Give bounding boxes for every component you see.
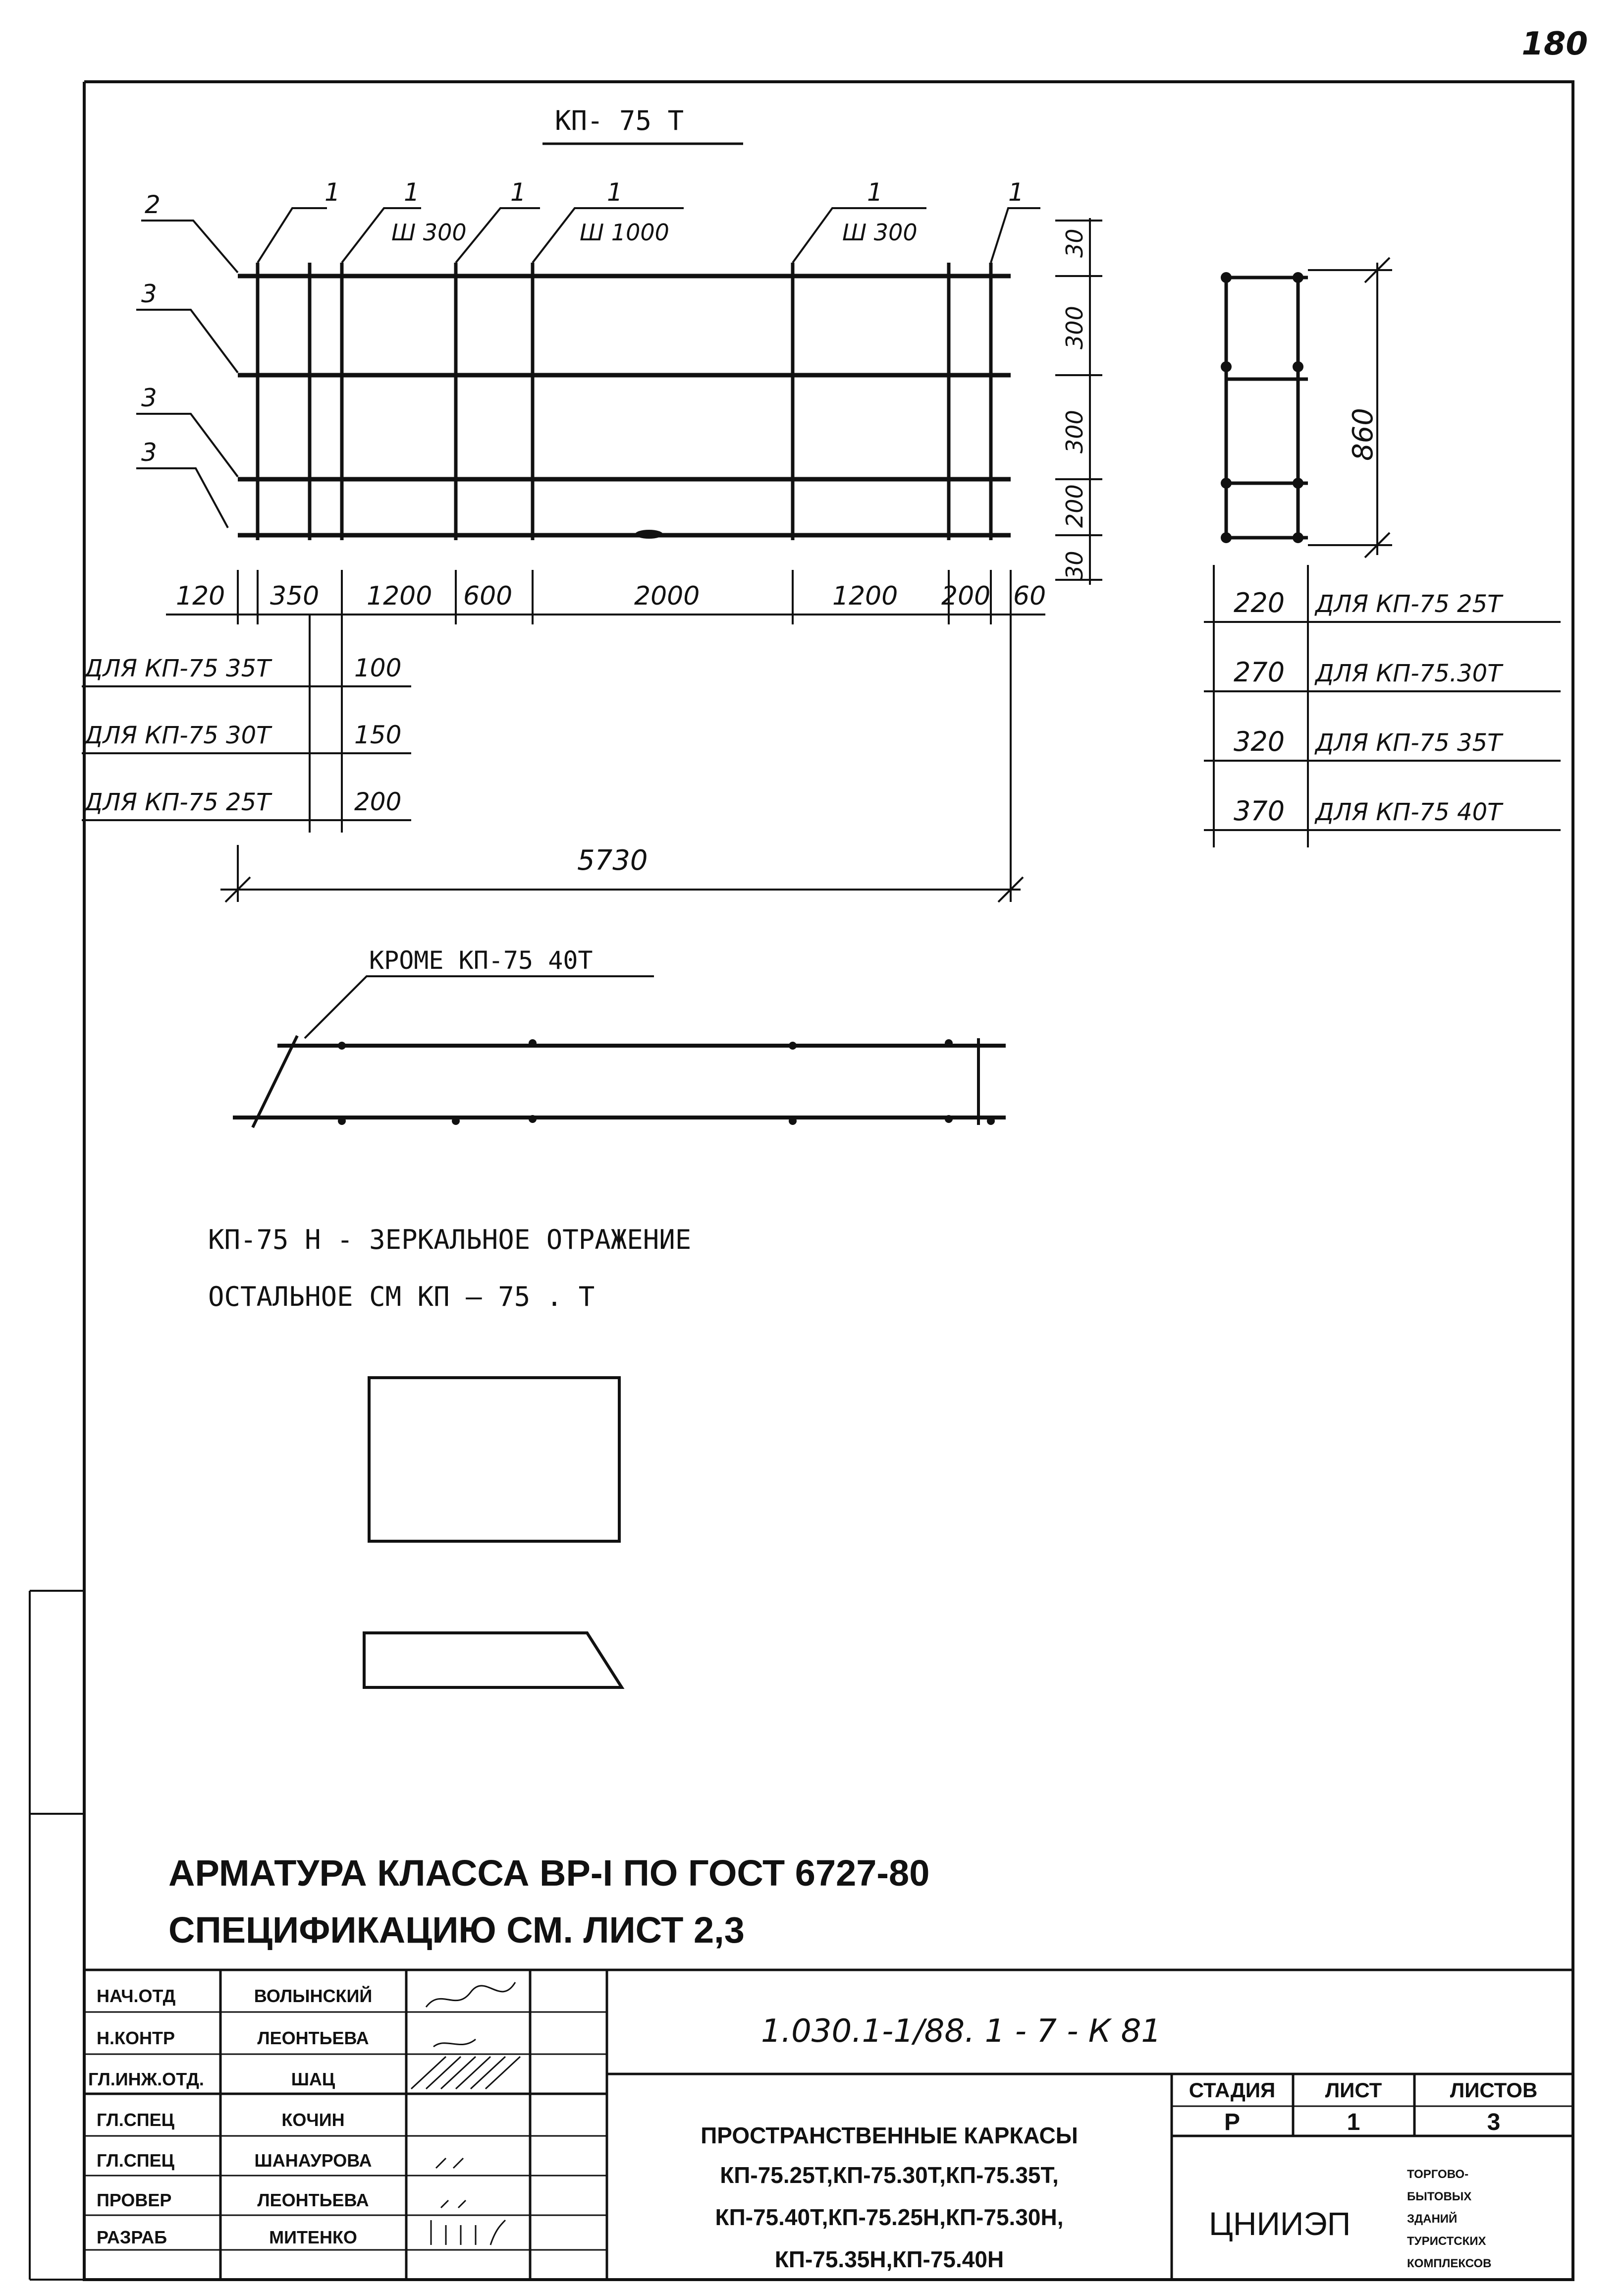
variant-value-3: 200 <box>354 787 402 816</box>
org-sub-3: ЗДАНИЙ <box>1407 2212 1458 2226</box>
main-note-1: АРМАТУРА КЛАССА ВР-I ПО ГОСТ 6727-80 <box>168 1852 930 1894</box>
note-line-1: КП-75 Н - ЗЕРКАЛЬНОЕ ОТРАЖЕНИЕ <box>208 1224 692 1255</box>
label-pitch-2: Ш 1000 <box>580 219 669 246</box>
section-label-4: ДЛЯ КП-75 40Т <box>1315 798 1502 826</box>
name-3: ШАЦ <box>291 2069 335 2089</box>
sheet-value: 1 <box>1347 2109 1360 2135</box>
vdim-1: 30 <box>1061 228 1088 258</box>
name-7: МИТЕНКО <box>269 2227 357 2247</box>
org-sub-5: КОМПЛЕКСОВ <box>1407 2257 1492 2270</box>
title-block <box>84 1970 1573 2280</box>
name-5: ШАНАУРОВА <box>254 2150 372 2171</box>
vertical-dims <box>1061 228 1088 580</box>
transverse-bars <box>258 263 991 540</box>
label-bar-3b: 3 <box>141 384 157 412</box>
role-4: ГЛ.СПЕЦ <box>97 2110 174 2130</box>
legend-symbols <box>364 1378 622 1687</box>
label-bar-3c: 3 <box>141 438 157 467</box>
role-1: НАЧ.ОТД <box>97 1986 176 2006</box>
variant-label-3: ДЛЯ КП-75 25Т <box>84 788 271 816</box>
main-note-2: СПЕЦИФИКАЦИЮ СМ. ЛИСТ 2,3 <box>168 1909 745 1951</box>
section-value-1: 220 <box>1234 587 1285 618</box>
section-label-1: ДЛЯ КП-75 25Т <box>1315 590 1502 618</box>
section-label-3: ДЛЯ КП-75 35Т <box>1315 729 1502 757</box>
frame-variants <box>83 654 401 816</box>
org-name: ЦНИИЭП <box>1209 2205 1351 2242</box>
role-2: Н.КОНТР <box>97 2028 175 2048</box>
label-bar-1f: 1 <box>1008 178 1024 207</box>
vdim-2: 300 <box>1061 306 1088 349</box>
section-value-2: 270 <box>1234 657 1285 688</box>
label-bar-3a: 3 <box>141 280 157 308</box>
longitudinal-bars <box>238 276 1011 535</box>
hdim-4: 600 <box>463 581 513 611</box>
title-line-3: КП-75.40Т,КП-75.25Н,КП-75.30Н, <box>715 2204 1064 2230</box>
hdim-7: 200 <box>941 581 991 611</box>
main-notes <box>168 1852 929 1951</box>
variant-label-2: ДЛЯ КП-75 30Т <box>84 722 271 749</box>
hdim-6: 1200 <box>832 581 898 611</box>
doc-code: 1.030.1-1/88. 1 - 7 - К 81 <box>761 2013 1161 2050</box>
vdim-3: 300 <box>1061 410 1088 453</box>
label-bar-2: 2 <box>145 190 161 219</box>
vdim-5: 30 <box>1061 551 1088 580</box>
name-4: КОЧИН <box>281 2110 345 2130</box>
vdim-4: 200 <box>1061 484 1088 528</box>
section-label-2: ДЛЯ КП-75.30Т <box>1315 660 1502 687</box>
title-line-1: ПРОСТРАНСТВЕННЫЕ КАРКАСЫ <box>701 2123 1078 2148</box>
hdim-8: 60 <box>1013 581 1046 611</box>
org-sub-4: ТУРИСТСКИХ <box>1407 2235 1486 2248</box>
note-line-2: ОСТАЛЬНОЕ СМ КП – 75 . Т <box>208 1281 595 1312</box>
people-rows <box>88 1985 372 2247</box>
vertical-dimension-chain <box>1055 218 1102 585</box>
role-6: ПРОВЕР <box>97 2190 172 2210</box>
page-number: 180 <box>1521 26 1588 62</box>
role-7: РАЗРАБ <box>97 2227 167 2247</box>
frame-title: КП- 75 Т <box>555 105 684 136</box>
role-5: ГЛ.СПЕЦ <box>97 2150 174 2171</box>
drawing-title <box>701 2123 1078 2272</box>
name-6: ЛЕОНТЬЕВА <box>257 2190 369 2210</box>
signatures <box>411 1982 520 2245</box>
hdim-5: 2000 <box>634 581 700 611</box>
label-bar-1b: 1 <box>404 178 420 207</box>
horizontal-dims <box>176 581 1046 611</box>
org-sub-2: БЫТОВЫХ <box>1407 2190 1472 2203</box>
label-pitch-1: Ш 300 <box>391 219 467 246</box>
label-pitch-3: Ш 300 <box>842 219 918 246</box>
sheet-header: ЛИСТ <box>1325 2078 1382 2102</box>
variant-label-1: ДЛЯ КП-75 35Т <box>84 655 271 682</box>
label-bar-1c: 1 <box>510 178 526 207</box>
section-value-3: 320 <box>1234 726 1285 757</box>
stage-value: Р <box>1224 2109 1241 2135</box>
title-line-2: КП-75.25Т,КП-75.30Т,КП-75.35Т, <box>720 2162 1059 2188</box>
frame-elevation <box>82 105 1102 902</box>
sheets-header: ЛИСТОВ <box>1450 2078 1538 2102</box>
cross-section <box>1204 258 1561 847</box>
variant-value-2: 150 <box>354 721 402 749</box>
section-height: 860 <box>1347 408 1379 461</box>
label-bar-1a: 1 <box>325 178 340 207</box>
sheets-value: 3 <box>1487 2109 1501 2135</box>
variant-value-1: 100 <box>354 654 402 682</box>
title-line-4: КП-75.35Н,КП-75.40Н <box>774 2246 1004 2272</box>
org-sub-1: ТОРГОВО- <box>1407 2168 1469 2181</box>
notes <box>208 1224 691 1312</box>
label-bar-1e: 1 <box>867 178 883 207</box>
plan-view <box>233 946 1006 1127</box>
hdim-1: 120 <box>176 581 225 611</box>
hdim-2: 350 <box>270 581 320 611</box>
hdim-3: 1200 <box>367 581 433 611</box>
plan-note: КРОМЕ КП-75 40Т <box>369 946 593 975</box>
label-bar-1d: 1 <box>607 178 623 207</box>
section-value-4: 370 <box>1234 795 1285 827</box>
role-3: ГЛ.ИНЖ.ОТД. <box>88 2069 204 2089</box>
stage-header: СТАДИЯ <box>1189 2078 1276 2102</box>
total-length: 5730 <box>577 844 648 877</box>
name-1: ВОЛЫНСКИЙ <box>254 1986 373 2006</box>
name-2: ЛЕОНТЬЕВА <box>257 2028 369 2048</box>
org-subtitle <box>1407 2168 1491 2270</box>
